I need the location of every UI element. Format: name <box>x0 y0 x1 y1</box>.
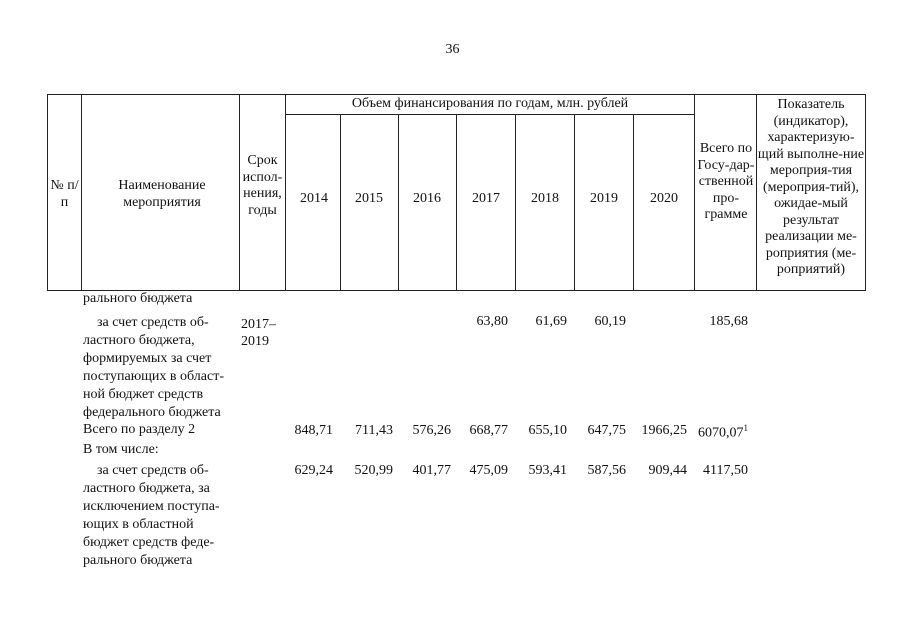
row-value-2016: 401,77 <box>412 463 451 478</box>
row-name-line: ластного бюджета, за <box>83 481 210 496</box>
header-divider <box>574 114 575 291</box>
row-name-line: за счет средств об- <box>97 463 209 478</box>
header-divider <box>694 94 695 291</box>
row-value-2014: 629,24 <box>294 463 333 478</box>
row-value-2014: 848,71 <box>294 423 333 438</box>
row-value-2017: 63,80 <box>476 314 508 329</box>
row-total: 4117,50 <box>703 463 748 478</box>
header-divider <box>456 114 457 291</box>
row-value-2020: 1966,25 <box>641 423 687 438</box>
header-indicator: Показатель (индикатор), характеризую-щий выполне-ние мероприя-тия (мероприя-тий), ожидае-мый результат реализации ме-роприятия (ме-роприятий) <box>757 97 865 277</box>
row-total <box>695 423 748 442</box>
row-value-2019: 647,75 <box>587 423 626 438</box>
row-name: Всего по разделу 2 <box>83 422 196 437</box>
row-value-2018: 593,41 <box>528 463 567 478</box>
header-top-border <box>47 94 866 95</box>
row-name-line: ластного бюджета, <box>83 333 195 348</box>
row-name-line: ющих в областной <box>83 517 194 532</box>
header-term: Срок испол-нения, годы <box>242 153 283 218</box>
footnote-mark: 1 <box>743 423 748 433</box>
row-value-2020: 909,44 <box>648 463 687 478</box>
row-value-2019: 60,19 <box>594 314 626 329</box>
header-financing: Объем финансирования по годам, млн. рублей <box>351 96 629 111</box>
row-name-line: рального бюджета <box>83 553 193 568</box>
row-name-line: формируемых за счет <box>83 351 212 366</box>
row-name-line: федерального бюджета <box>83 405 221 420</box>
header-year-2017: 2017 <box>472 191 500 206</box>
row-name: В том числе: <box>83 442 159 457</box>
header-year-2020: 2020 <box>650 191 678 206</box>
page-number: 36 <box>445 42 460 57</box>
header-number: № п/п <box>50 178 79 210</box>
row-total: 185,68 <box>709 314 748 329</box>
header-divider <box>515 114 516 291</box>
header-divider <box>81 94 82 291</box>
row-value-2015: 520,99 <box>354 463 393 478</box>
row-term: 2017–2019 <box>241 317 276 349</box>
row-value-2019: 587,56 <box>587 463 626 478</box>
row-name-line: бюджет средств феде- <box>83 535 215 550</box>
header-divider <box>633 114 634 291</box>
header-total: Всего по Госу-дар-ственной про-грамме <box>697 141 755 222</box>
row-name-line: ной бюджет средств <box>83 387 204 402</box>
row-name-line: поступающих в област- <box>83 369 225 384</box>
header-year-2019: 2019 <box>590 191 618 206</box>
row-value-2015: 711,43 <box>355 423 393 438</box>
row-value-2018: 61,69 <box>535 314 567 329</box>
row-name-line: за счет средств об- <box>97 315 209 330</box>
row-value-2017: 668,77 <box>469 423 508 438</box>
header-year-2014: 2014 <box>300 191 328 206</box>
row-value-2016: 576,26 <box>412 423 451 438</box>
row-name-line: исключением поступа- <box>83 499 220 514</box>
header-name: Наименование мероприятия <box>118 178 206 210</box>
header-year-2016: 2016 <box>413 191 441 206</box>
header-divider <box>865 94 866 291</box>
row-name: рального бюджета <box>83 291 193 306</box>
row-value-2017: 475,09 <box>469 463 508 478</box>
row-value-2018: 655,10 <box>528 423 567 438</box>
row-total-value: 6070,07 <box>698 425 744 441</box>
header-year-2018: 2018 <box>531 191 559 206</box>
header-year-2015: 2015 <box>355 191 383 206</box>
